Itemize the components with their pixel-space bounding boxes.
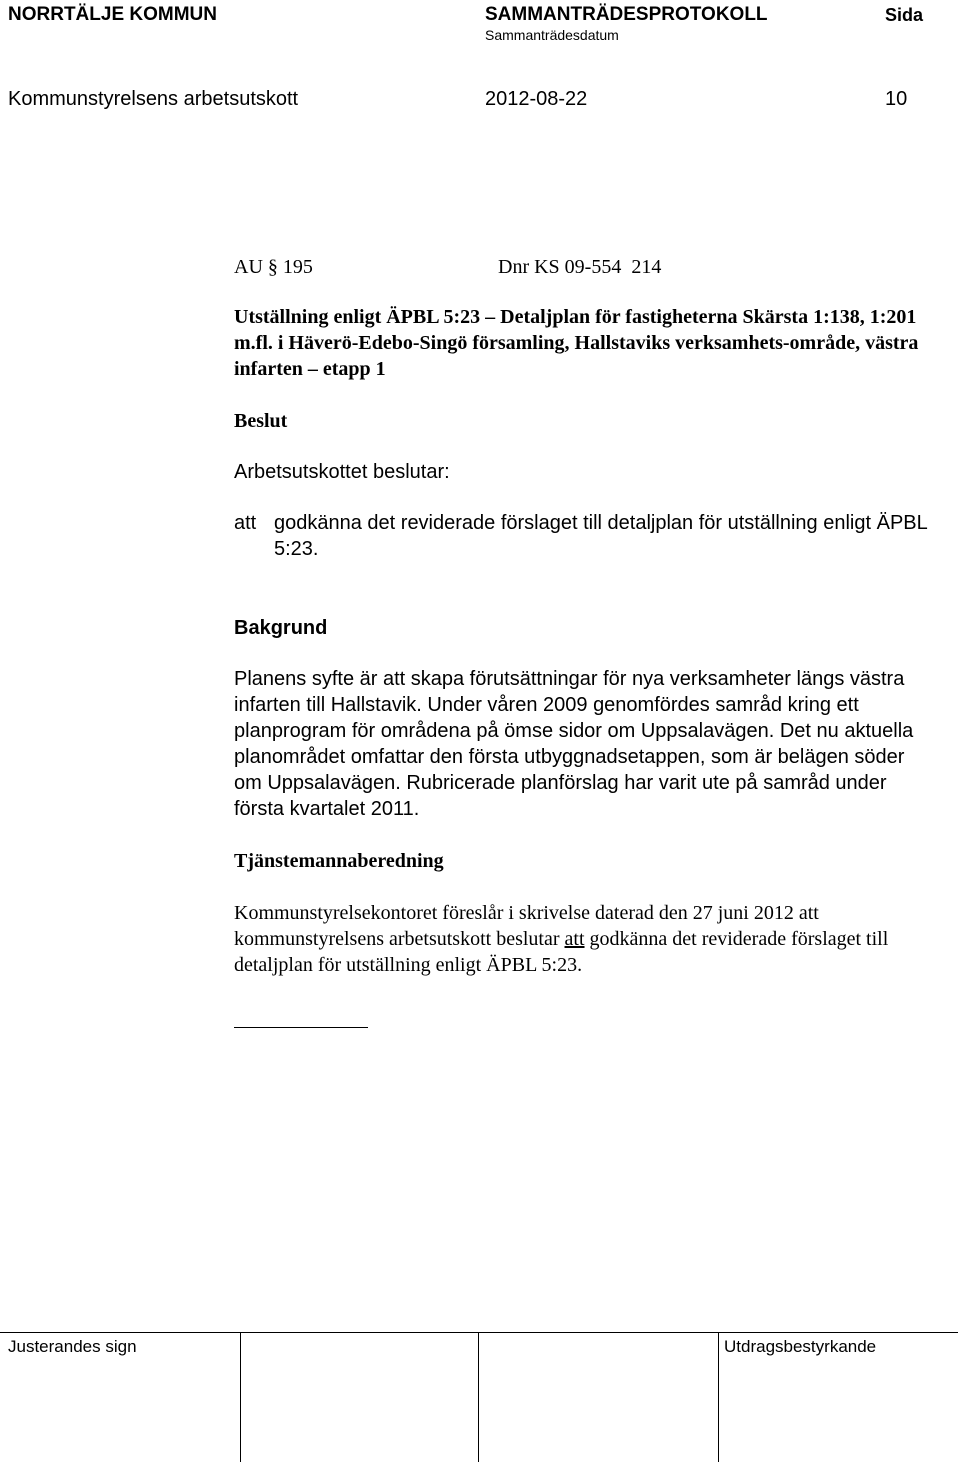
footer-top-line	[0, 1332, 958, 1333]
end-rule	[234, 1027, 368, 1028]
meeting-date: 2012-08-22	[485, 88, 588, 110]
paragraph-ref: AU § 195	[234, 256, 313, 278]
decision-item-text: godkänna det reviderade förslaget till detaljplan för utställning enligt ÄPBL 5:23.	[274, 512, 928, 560]
footer-divider	[718, 1332, 719, 1462]
decision-intro: Arbetsutskottet beslutar:	[234, 461, 450, 483]
signature-footer	[0, 1332, 960, 1462]
protocol-title: SAMMANTRÄDESPROTOKOLL	[485, 4, 768, 25]
decision-item-prefix: att	[234, 512, 257, 534]
tjm-text-att: att	[564, 928, 585, 950]
org-name: NORRTÄLJE KOMMUN	[8, 4, 217, 25]
case-reference	[234, 254, 934, 280]
bakgrund-text: Planens syfte är att skapa förutsättningar för nya verksamheter längs västra infarten till Hallstavik. Under våren 2009 genomfördes samråd kring ett planprogram för områdena på ömse sidor om Uppsalavägen. Det nu aktuella planområdet omfattar den första utbyggnadsetappen, som är belägen söder om Uppsalavägen. Rubricerade planförslag har varit ute på samråd under första kvartalet 2011.	[234, 668, 914, 820]
meeting-date-label: Sammanträdesdatum	[485, 27, 619, 43]
footer-divider	[478, 1332, 479, 1462]
tjanstemannaberedning-heading: Tjänstemannaberedning	[234, 850, 444, 872]
page-label: Sida	[885, 5, 924, 25]
dnr: Dnr KS 09-554 214	[498, 256, 662, 278]
page-number: 10	[885, 88, 908, 110]
justerandes-sign-label: Justerandes sign	[8, 1337, 137, 1356]
tjm-text-before: Kommunstyrelsekontoret föreslår i skrivelse daterad den 27 juni 2012 att kommunstyrelsens arbetsutskott beslutar	[234, 902, 819, 950]
utdragsbestyrkande-label: Utdragsbestyrkande	[724, 1337, 877, 1356]
footer-divider	[240, 1332, 241, 1462]
tjm-text-after: godkänna det reviderade förslaget till detaljplan för utställning enligt ÄPBL 5:23.	[234, 928, 889, 976]
bakgrund-heading: Bakgrund	[234, 617, 328, 639]
tjanstemannaberedning-text	[234, 900, 924, 978]
case-title: Utställning enligt ÄPBL 5:23 – Detaljplan för fastigheterna Skärsta 1:138, 1:201 m.fl. i Häverö-Edebo-Singö församling, Hallstaviks verksamhets-område, västra infarten – etapp 1	[234, 306, 919, 380]
committee-name: Kommunstyrelsens arbetsutskott	[8, 88, 299, 110]
beslut-heading: Beslut	[234, 410, 288, 432]
